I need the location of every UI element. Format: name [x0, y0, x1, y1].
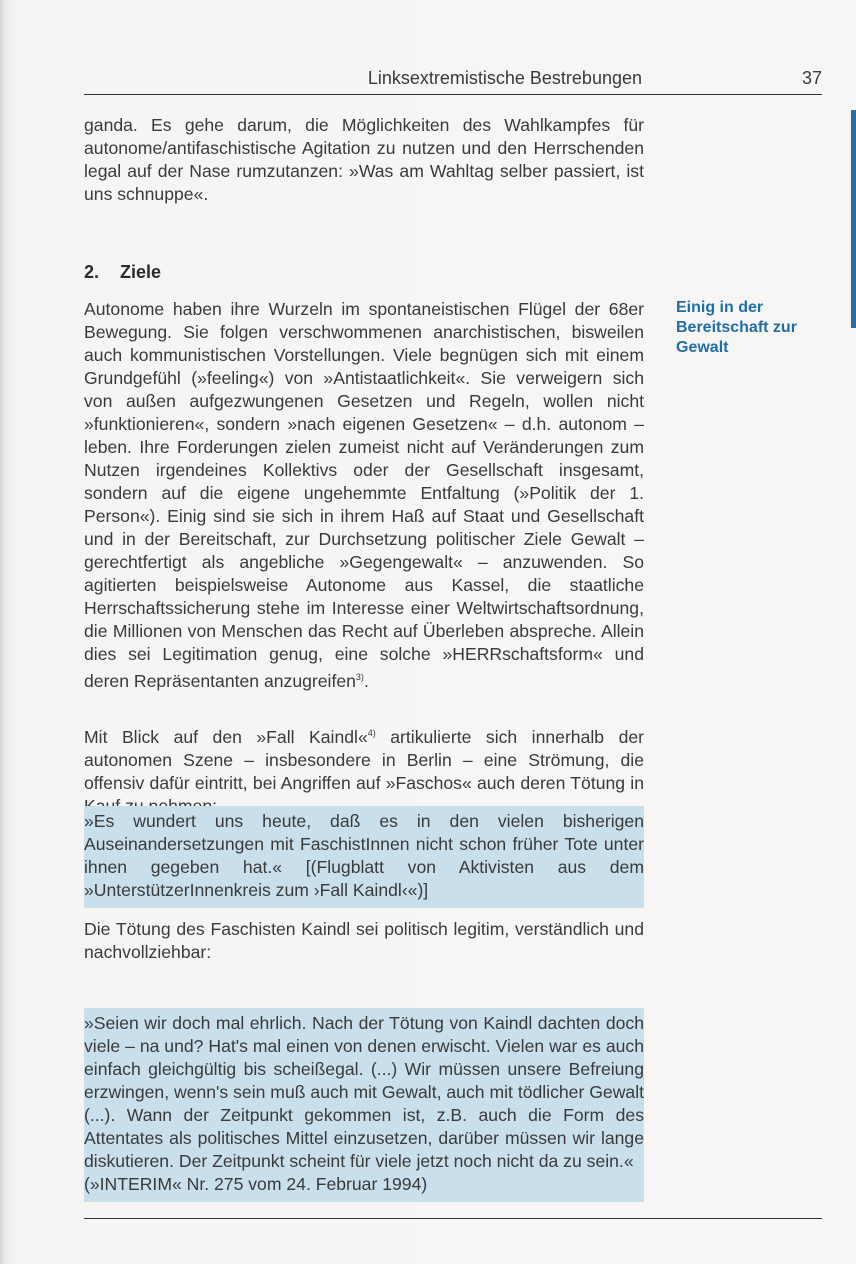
quote-2-source: (»INTERIM« Nr. 275 vom 24. Februar 1994)	[84, 1174, 428, 1194]
intro-paragraph: ganda. Es gehe darum, die Möglichkeiten des Wahlkampfes für autonome/antifaschistische Agitation zu nutzen und den Herrschenden legal auf der Nase rumzutanzen: »Was am Wahltag selber passiert, ist uns schnuppe«.	[84, 115, 644, 204]
blick-paragraph	[84, 722, 644, 818]
section-heading	[84, 262, 161, 283]
toetung-paragraph-block	[84, 918, 644, 964]
quote-box-2	[84, 1008, 644, 1202]
running-head-title: Linksextremistische Bestrebungen	[367, 68, 642, 88]
blick-paragraph-end: artikulierte sich innerhalb der autonomen Szene – insbesondere in Berlin – eine Strömung, die offensiv dafür eintritt, bei Angriffen auf »Faschos« auch deren Tötung in	[84, 726, 644, 793]
blick-paragraph-start: Mit Blick auf den »Fall Kaindl«	[84, 726, 368, 747]
sidebar-marker	[851, 110, 856, 328]
quote-2-text: »Seien wir doch mal ehrlich. Nach der Tötung von Kaindl dachten doch viele – na und? Hat's mal einen von denen erwischt. Vielen war es auch einfach gleichgültig bis scheißegal. (...) Wir müssen unsere Befreiung erzwingen, wenn's sein muß auch mit Gewalt, auch mit tödlicher Gewalt (...). Wann der Zeitpunkt gekommen ist, z.B. auch die Form des Attentates als politisches Mittel einzusetzen, darüber müssen wir lange diskutieren. Der Zeitpunkt scheint für viele jetzt noch nicht da zu sein.«	[84, 1013, 644, 1171]
toetung-paragraph: Die Tötung des Faschisten Kaindl sei politisch legitim, verständlich und nachvollziehbar:	[84, 919, 644, 962]
ziele-paragraph: Autonome haben ihre Wurzeln im spontaneistischen Flügel der 68er Bewegung. Sie folgen verschwommenen anarchistischen, bisweilen auch kommunistischen Vorstellungen. Viele begnügen sich mit einem Grundgefühl (»feeling«) von »Antistaatlichkeit«. Sie verweigern sich von außen aufgezwungenen Gesetzen und Regeln, wollen nicht »funktionieren«, sondern »nach eigenen Gesetzen« – d.h. autonom – leben. Ihre Forderungen zielen zumeist nicht auf Veränderungen zum Nutzen irgendeines Kollektivs oder der Gesellschaft insgesamt, sondern auf die eigene ungehemmte Entfaltung (»Politik der 1. Person«). Einig sind sie sich in ihrem Haß auf Staat und Gesellschaft und in der Bereitschaft, zur Durchsetzung politischer Ziele Gewalt – gerechtfertigt als angebliche »Gegengewalt« – anzuwenden. So agitierten beispielsweise Autonome aus Kassel, die staatliche Herrschaftssicherung stehe im Interesse einer Weltwirtschaftsordnung, die Millionen von Menschen das Recht auf Überleben abspreche. Allein dies sei Legitimation genug, eine solche »HERRschaftsform« und deren Repräsentanten anzugreifen$^{3)}$.	[84, 299, 644, 691]
page-number: 37	[801, 68, 822, 88]
quote-1-text: »Es wundert uns heute, daß es in den vielen bisherigen Auseinandersetzungen mit FaschistInnen nicht schon früher Tote unter ihnen gegeben hat.« [(Flugblatt von Aktivisten aus dem »UnterstützerInnenkreis zum ›Fall Kaindl‹«)]	[84, 811, 644, 900]
section-number: 2.	[84, 262, 100, 282]
section-title: Ziele	[120, 262, 162, 282]
intro-paragraph-block	[84, 114, 644, 206]
margin-note: Einig in der Bereitschaft zur Gewalt	[676, 299, 797, 356]
footer-rule	[84, 1218, 822, 1219]
ziele-paragraph-text: Autonome haben ihre Wurzeln im spontaneistischen Flügel der 68er Bewegung. Sie folgen verschwommenen anarchistischen, bisweilen auch kommunistischen Vorstellungen. Viele begnügen sich mit einem Grundgefühl (»feeling«) von »Antistaatlichkeit«. Sie verweigern sich von außen aufgezwungenen Gesetzen und Regeln, wollen nicht »funktionieren«, sondern »nach eigenen Gesetzen« – d.h. autonom – leben. Ihre Forderungen zielen zumeist nicht auf Veränderungen zum Nutzen irgendeines Kollektivs oder der Gesellschaft insgesamt, sondern auf die eigene ungehemmte Entfaltung (»Politik der 1. Person«). Einig sind sie sich in ihrem Haß auf Staat und Gesellschaft und in der Bereitschaft, zur Durchsetzung politischer Ziele Gewalt – gerechtfertigt als angebliche »Gegengewalt« – anzuwenden. So agitierten beispielsweise Autonome aus Kassel, die staatliche Herrschaftssicherung stehe im Interesse einer Weltwirtschaftsordnung, die Millionen von Menschen das Recht auf Überleben abspreche. Allein dies sei Legitimation genug, eine solche »HERRschaftsform« und deren Repräsentanten anzugreifen	[84, 299, 644, 691]
ziele-paragraph-block	[84, 298, 644, 693]
quote-box-1	[84, 806, 644, 908]
footnote-ref-4: 4)	[367, 728, 376, 738]
running-head	[84, 64, 822, 95]
blick-paragraph-block	[84, 722, 644, 818]
footnote-ref-3: 3)	[355, 672, 364, 682]
